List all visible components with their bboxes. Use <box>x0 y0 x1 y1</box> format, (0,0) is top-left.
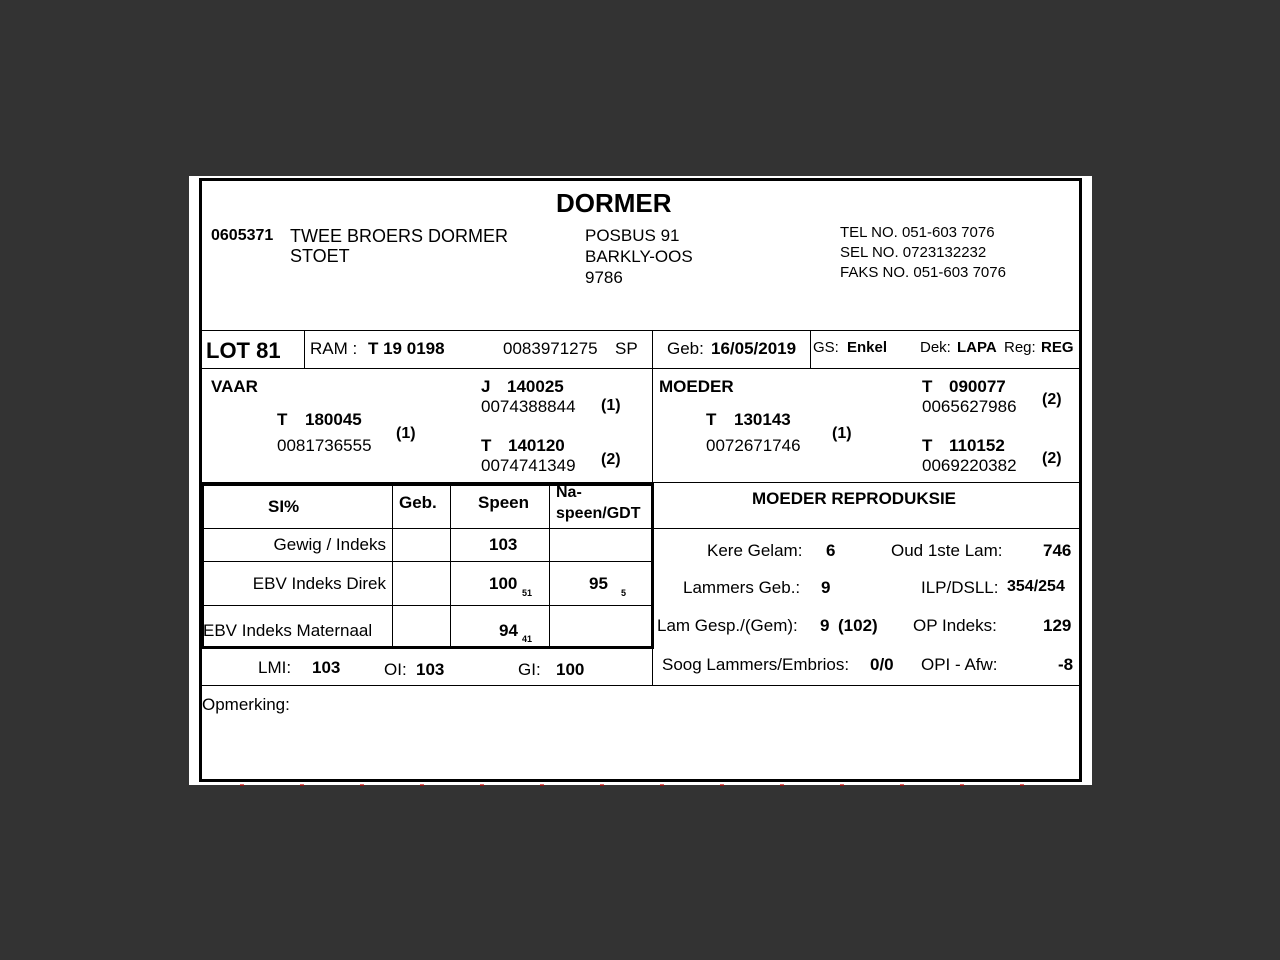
op-label: OP Indeks: <box>913 616 997 635</box>
si-rule-row1 <box>202 561 652 562</box>
ram-registration: 0083971275 <box>503 339 598 358</box>
lammers-geb-label: Lammers Geb.: <box>683 578 801 597</box>
sire-dam-tag: T <box>481 436 492 455</box>
tel-number: TEL NO. 051-603 7076 <box>840 224 995 241</box>
si-header-si: SI% <box>268 497 300 516</box>
ilp-value: 354/254 <box>1007 578 1065 595</box>
ilp-label: ILP/DSLL: <box>921 578 999 597</box>
remarks-label: Opmerking: <box>202 695 290 714</box>
address-line2: BARKLY-OOS <box>585 247 693 266</box>
owner-name-line2: STOET <box>290 246 350 266</box>
rule-index-bottom <box>202 685 1080 686</box>
si-header-speen: Speen <box>478 493 530 512</box>
repro-title: MOEDER REPRODUKSIE <box>752 489 957 508</box>
birth-label: Geb: <box>667 339 704 358</box>
gs-label: GS: <box>813 339 839 356</box>
ram-suffix: SP <box>615 339 638 358</box>
rule-geb-divider <box>810 330 811 368</box>
lmi-value: 103 <box>312 658 341 677</box>
dam-sire-registration: 0065627986 <box>922 397 1017 416</box>
sire-rank: (1) <box>396 425 416 442</box>
kere-gelam-label: Kere Gelam: <box>707 541 803 560</box>
lam-gesp-gem-value: (102) <box>838 616 878 635</box>
si-row-speen: 103 <box>489 535 518 554</box>
sire-sire-rank: (1) <box>601 397 621 414</box>
op-value: 129 <box>1043 616 1072 635</box>
reg-value: REG <box>1041 339 1074 356</box>
dek-value: LAPA <box>957 339 997 356</box>
opi-value: -8 <box>1058 655 1074 674</box>
oi-value: 103 <box>416 660 445 679</box>
sire-dam-number: 140120 <box>508 436 565 455</box>
gi-value: 100 <box>556 660 585 679</box>
lam-gesp-label: Lam Gesp./(Gem): <box>657 616 798 635</box>
address-postcode: 9786 <box>585 268 623 287</box>
sire-dam-rank: (2) <box>601 451 621 468</box>
rule-animal-top <box>202 330 1080 331</box>
si-header-speen-gdt: speen/GDT <box>556 505 641 522</box>
rule-repro-header <box>652 528 1080 529</box>
dam-rank: (1) <box>832 425 852 442</box>
dam-dam-registration: 0069220382 <box>922 456 1017 475</box>
si-rule-row2 <box>202 605 652 606</box>
soog-label: Soog Lammers/Embrios: <box>662 655 850 674</box>
moeder-label: MOEDER <box>659 377 734 396</box>
si-row-naspeen: 95 <box>589 574 608 593</box>
si-col-speen <box>450 484 451 647</box>
dam-dam-tag: T <box>922 436 933 455</box>
si-header-na: Na- <box>556 484 582 501</box>
ram-id: T 19 0198 <box>368 339 445 358</box>
lammers-geb-value: 9 <box>821 578 831 597</box>
cut-off-red-marks <box>240 784 1040 786</box>
faks-number: FAKS NO. 051-603 7076 <box>840 264 1006 281</box>
rule-animal-bottom <box>202 368 1080 369</box>
lot-number: LOT 81 <box>206 338 281 363</box>
si-row-speen: 94 <box>499 621 518 640</box>
oi-label: OI: <box>384 660 407 679</box>
rule-lot-divider <box>304 330 305 368</box>
kere-gelam-value: 6 <box>826 541 836 560</box>
dam-sire-rank: (2) <box>1042 391 1062 408</box>
si-row-speen: 100 <box>489 574 518 593</box>
gi-label: GI: <box>518 660 541 679</box>
owner-name-line1: TWEE BROERS DORMER <box>290 226 509 246</box>
si-row-naspeen-accuracy: 5 <box>621 588 627 598</box>
dam-number: 130143 <box>734 410 791 429</box>
si-col-naspeen <box>549 484 550 647</box>
si-row-speen-accuracy: 51 <box>522 588 533 598</box>
breed-title: DORMER <box>556 188 672 218</box>
lmi-label: LMI: <box>258 658 292 677</box>
reg-label: Reg: <box>1004 339 1036 356</box>
sel-number: SEL NO. 0723132232 <box>840 244 987 261</box>
sire-tag: T <box>277 410 288 429</box>
vaar-label: VAAR <box>211 377 258 396</box>
sire-registration: 0081736555 <box>277 436 372 455</box>
si-row-label: EBV Indeks Maternaal <box>203 621 373 640</box>
dam-dam-rank: (2) <box>1042 450 1062 467</box>
dam-sire-tag: T <box>922 377 933 396</box>
sire-dam-registration: 0074741349 <box>481 456 576 475</box>
dam-sire-number: 090077 <box>949 377 1006 396</box>
sire-sire-tag: J <box>481 377 491 396</box>
ram-label: RAM : <box>310 339 358 358</box>
gs-value: Enkel <box>847 339 888 356</box>
address-line1: POSBUS 91 <box>585 226 680 245</box>
owner-code: 0605371 <box>211 227 274 244</box>
soog-value: 0/0 <box>870 655 894 674</box>
birth-date: 16/05/2019 <box>711 339 797 358</box>
dam-dam-number: 110152 <box>949 436 1005 455</box>
si-col-geb <box>392 484 393 647</box>
sire-number: 180045 <box>305 410 362 429</box>
dam-tag: T <box>706 410 717 429</box>
dek-label: Dek: <box>920 339 951 356</box>
oud-label: Oud 1ste Lam: <box>891 541 1003 560</box>
sire-sire-number: 140025 <box>507 377 564 396</box>
si-row-speen-accuracy: 41 <box>522 634 533 644</box>
si-header-geb: Geb. <box>399 493 437 512</box>
dam-registration: 0072671746 <box>706 436 801 455</box>
sire-sire-registration: 0074388844 <box>481 397 576 416</box>
si-rule-header <box>202 528 652 529</box>
lam-gesp-value: 9 <box>820 616 830 635</box>
si-row-label: Gewig / Indeks <box>273 535 386 554</box>
opi-label: OPI - Afw: <box>921 655 998 674</box>
si-row-label: EBV Indeks Direk <box>252 574 386 593</box>
oud-value: 746 <box>1043 541 1072 560</box>
